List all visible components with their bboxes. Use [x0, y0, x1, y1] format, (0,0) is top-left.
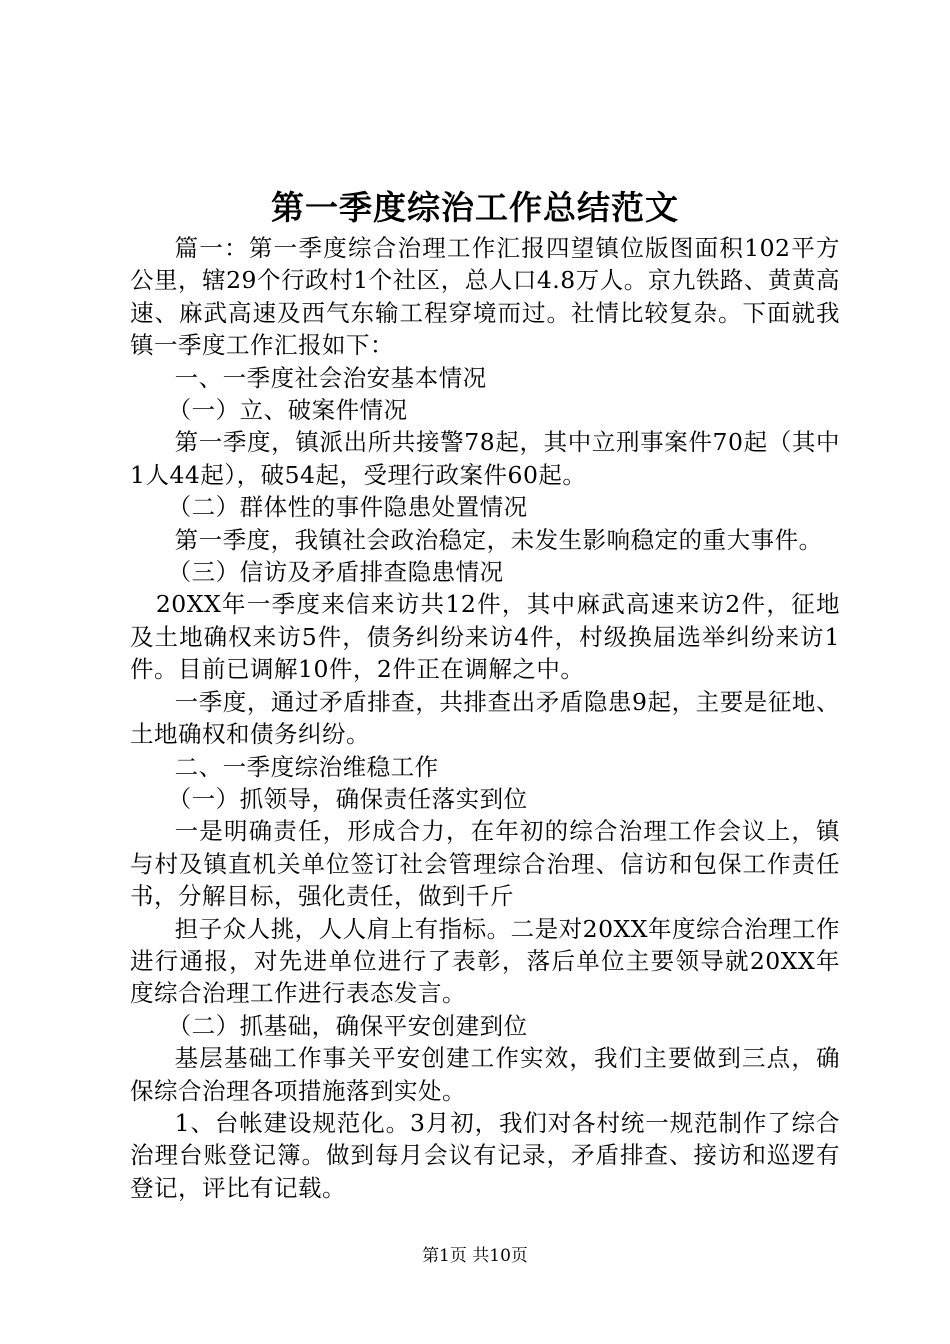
paragraph-petitions: 20XX年一季度来信来访共12件，其中麻武高速来访2件，征地及土地确权来访5件，债务纠纷来访4件，村级换届选举纠纷来访1件。目前已调解10件，2件正在调解之中。 [130, 590, 840, 684]
paragraph-disputes: 一季度，通过矛盾排查，共排查出矛盾隐患9起，主要是征地、土地确权和债务纠纷。 [130, 687, 840, 749]
heading-subsection-1-1: （一）立、破案件情况 [167, 396, 408, 425]
paragraph-stability: 第一季度，我镇社会政治稳定，未发生影响稳定的重大事件。 [174, 525, 823, 554]
paragraph-foundation: 基层基础工作事关平安创建工作实效，我们主要做到三点，确保综合治理各项措施落到实处。 [130, 1044, 840, 1105]
heading-subsection-1-3: （三）信访及矛盾排查隐患情况 [167, 558, 504, 587]
heading-subsection-2-1: （一）抓领导，确保责任落实到位 [167, 784, 528, 813]
paragraph-responsibility: 一是明确责任，形成合力，在年初的综合治理工作会议上，镇与村及镇直机关单位签订社会管理综合治理、信访和包保工作责任书，分解目标，强化责任，做到千斤 [130, 817, 840, 911]
page-number-footer: 第1页 共10页 [422, 1246, 528, 1266]
heading-subsection-2-2: （二）抓基础，确保平安创建到位 [167, 1011, 528, 1040]
paragraph-ledger: 1、台帐建设规范化。3月初，我们对各村统一规范制作了综合治理台账登记簿。做到每月会议有记录，矛盾排查、接访和巡逻有登记，评比有记载。 [130, 1108, 840, 1202]
heading-subsection-1-2: （二）群体性的事件隐患处置情况 [167, 493, 528, 522]
paragraph-cases: 第一季度，镇派出所共接警78起，其中立刑事案件70起（其中1人44起），破54起，受理行政案件60起。 [130, 428, 840, 489]
paragraph-intro: 篇一：第一季度综合治理工作汇报四望镇位版图面积102平方公里，辖29个行政村1个社区，总人口4.8万人。京九铁路、黄黄高速、麻武高速及西气东输工程穿境而过。社情比较复杂。下面就我镇一季度工作汇报如下： [130, 234, 840, 360]
heading-section-1: 一、一季度社会治安基本情况 [174, 363, 487, 392]
heading-section-2: 二、一季度综治维稳工作 [174, 752, 439, 781]
document-title: 第一季度综治工作总结范文 [271, 188, 679, 227]
document-body [130, 232, 840, 1204]
paragraph-responsibility-cont: 担子众人挑，人人肩上有指标。二是对20XX年度综合治理工作进行通报，对先进单位进行了表彰，落后单位主要领导就20XX年度综合治理工作进行表态发言。 [130, 914, 841, 1008]
